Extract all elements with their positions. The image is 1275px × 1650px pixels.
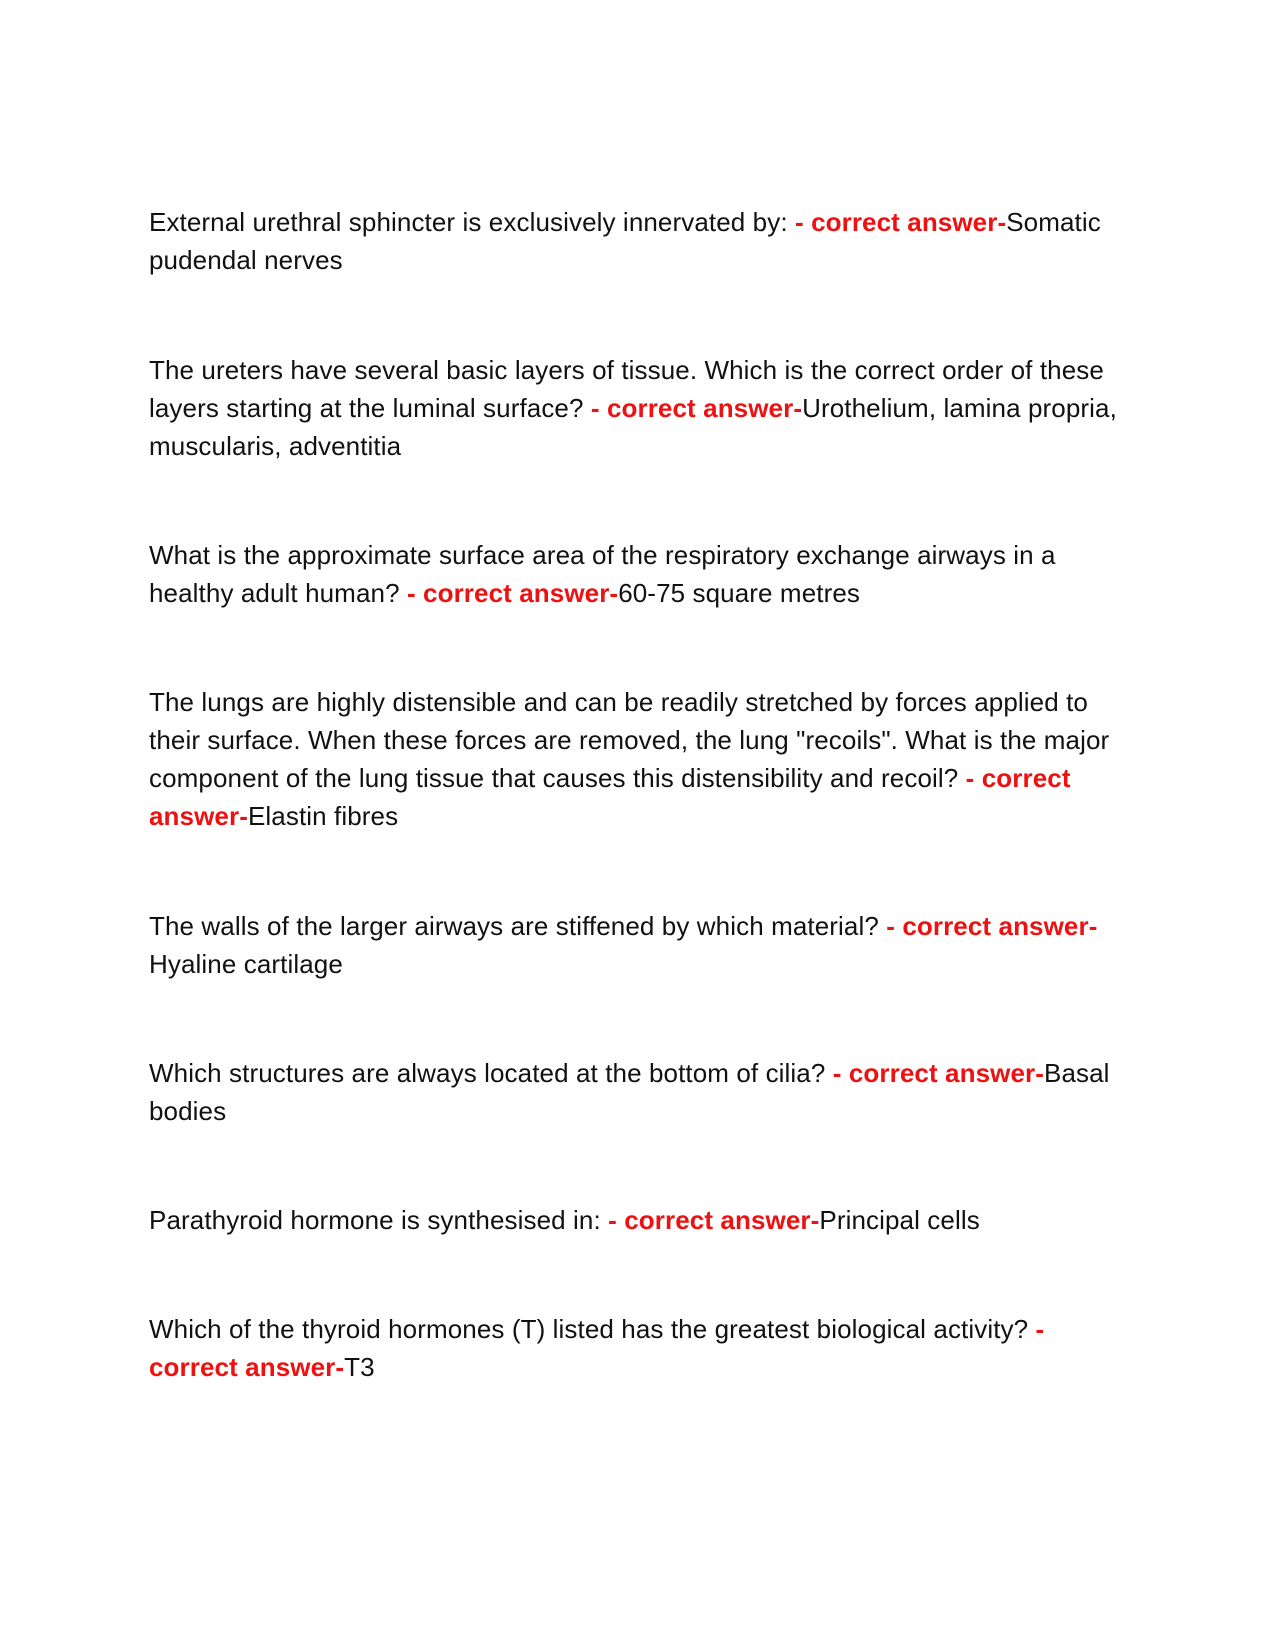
correct-answer-marker: - correct answer- <box>406 578 619 608</box>
correct-answer-marker: - correct answer- <box>608 1205 820 1235</box>
question-text: What is the approximate surface area of the respiratory exchange airways in a healthy adult human? <box>149 540 1056 608</box>
correct-answer-marker: - correct answer- <box>149 1314 1045 1382</box>
qa-item <box>149 1310 1129 1386</box>
correct-answer-marker: - correct answer- <box>886 911 1098 941</box>
question-text: The walls of the larger airways are stiffened by which material? <box>149 911 887 941</box>
qa-item <box>149 203 1129 279</box>
qa-item <box>149 683 1129 835</box>
correct-answer-marker: - correct answer- <box>832 1058 1044 1088</box>
qa-item <box>149 1201 1129 1239</box>
question-text: Which of the thyroid hormones (T) listed has the greatest biological activity? <box>149 1314 1036 1344</box>
answer-text: Basal bodies <box>149 1058 1110 1126</box>
question-text: The lungs are highly distensible and can be readily stretched by forces applied to their surface. When these forces are removed, the lung "recoils". What is the major component of the lung tissue that causes this distensibility and recoil? <box>149 687 1110 793</box>
answer-text: Urothelium, lamina propria, muscularis, adventitia <box>149 393 1117 461</box>
question-text: External urethral sphincter is exclusively innervated by: <box>149 207 795 237</box>
qa-item <box>149 1054 1129 1130</box>
qa-item <box>149 351 1129 465</box>
qa-item <box>149 536 1129 612</box>
answer-text: Somatic pudendal nerves <box>149 207 1101 275</box>
question-text: The ureters have several basic layers of tissue. Which is the correct order of these layers starting at the luminal surface? <box>149 355 1104 423</box>
answer-text: Elastin fibres <box>247 801 399 831</box>
question-text: Which structures are always located at the bottom of cilia? <box>149 1058 833 1088</box>
correct-answer-marker: - correct answer- <box>795 207 1007 237</box>
answer-text: Hyaline cartilage <box>149 949 343 979</box>
qa-item <box>149 907 1129 983</box>
question-text: Parathyroid hormone is synthesised in: <box>149 1205 609 1235</box>
correct-answer-marker: - correct answer- <box>149 763 1071 831</box>
answer-text: Principal cells <box>819 1205 980 1235</box>
answer-text: T3 <box>344 1352 375 1382</box>
correct-answer-marker: - correct answer- <box>590 393 803 423</box>
answer-text: 60-75 square metres <box>618 578 860 608</box>
